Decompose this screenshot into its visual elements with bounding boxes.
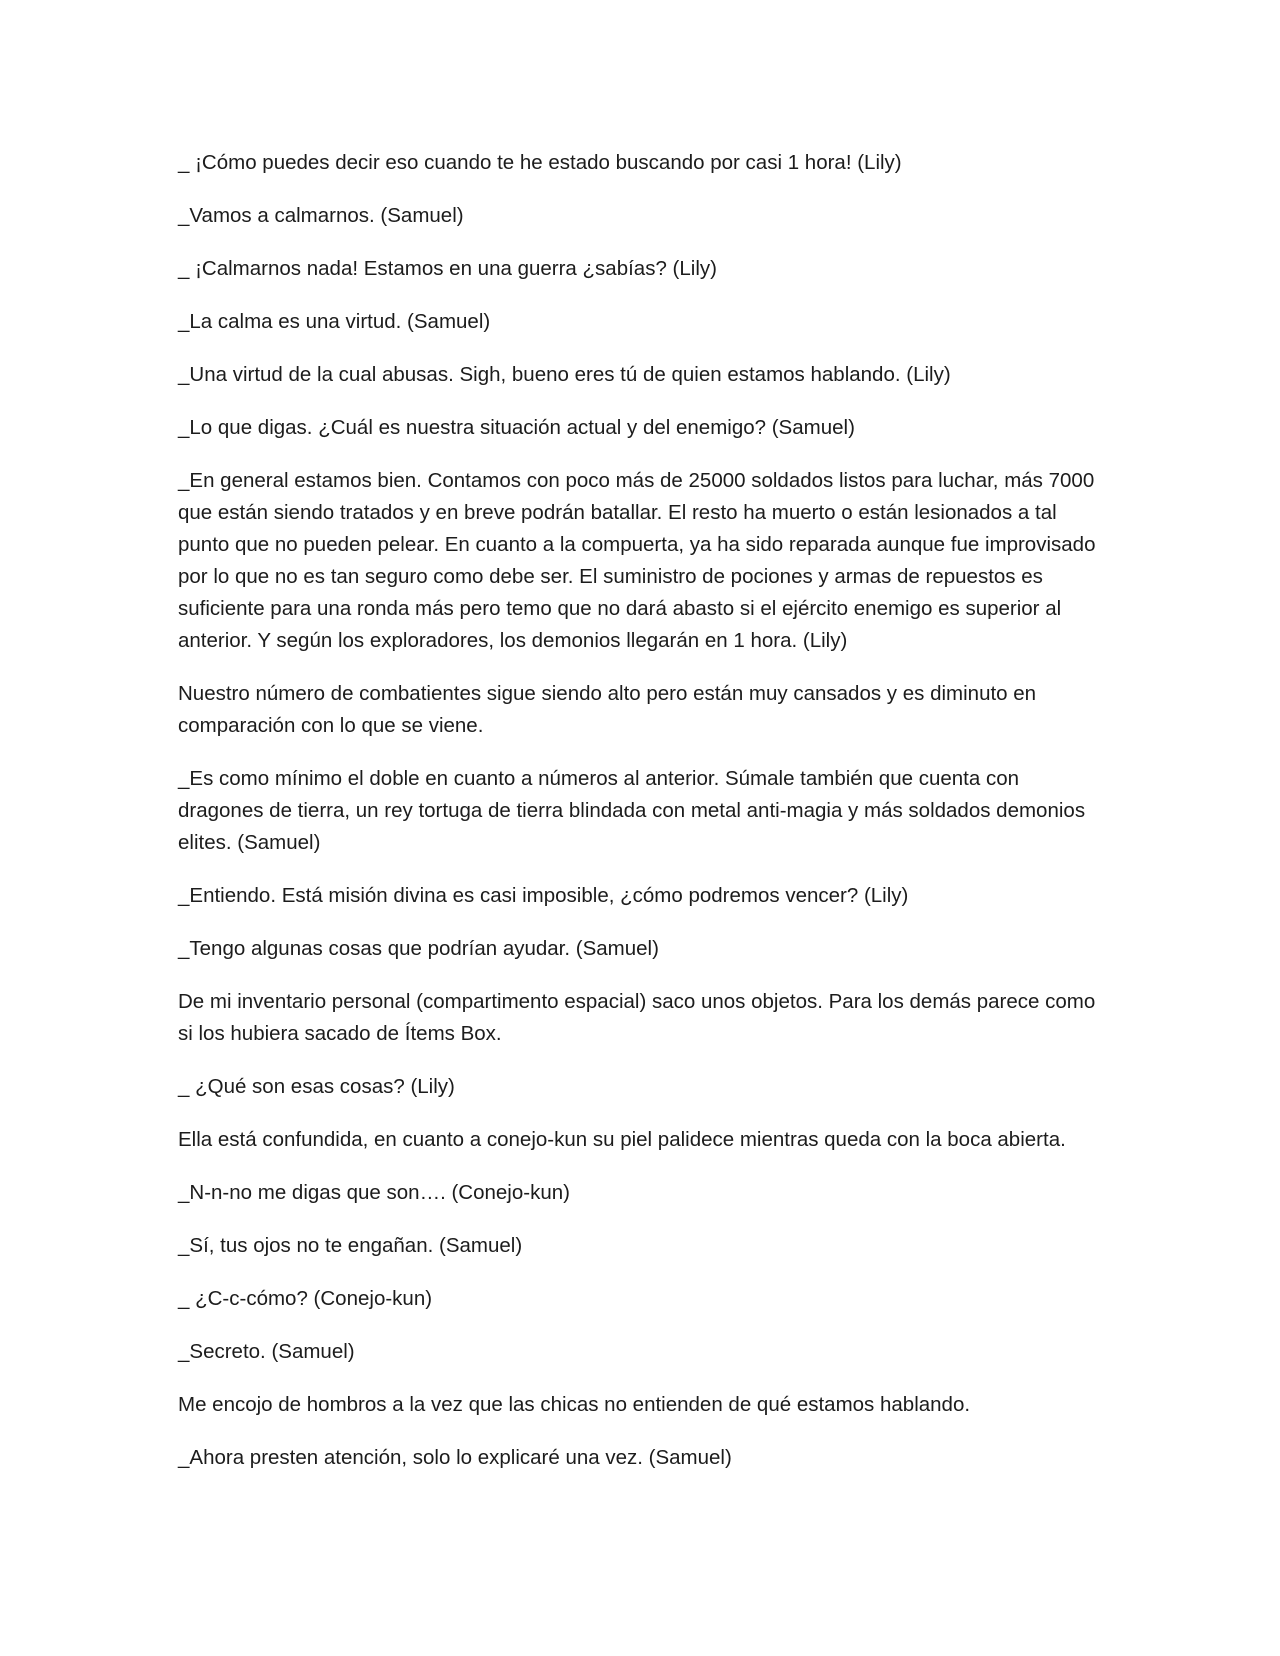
document-body	[178, 147, 1098, 1495]
paragraph: _Entiendo. Está misión divina es casi imposible, ¿cómo podremos vencer? (Lily)	[178, 884, 909, 907]
paragraph: _ ¡Calmarnos nada! Estamos en una guerra ¿sabías? (Lily)	[178, 257, 717, 280]
paragraph: _ ¡Cómo puedes decir eso cuando te he estado buscando por casi 1 hora! (Lily)	[178, 151, 902, 174]
paragraph: _En general estamos bien. Contamos con poco más de 25000 soldados listos para luchar, más 7000 que están siendo tratados y en breve podrán batallar. El resto ha muerto o están lesionados a tal punto que no pueden pelear. En cuanto a la compuerta, ya ha sido reparada aunque fue improvisado por lo que no es tan seguro como debe ser. El suministro de pociones y armas de repuestos es suficiente para una ronda más pero temo que no dará abasto si el ejército enemigo es superior al anterior. Y según los exploradores, los demonios llegarán en 1 hora. (Lily)	[178, 469, 1096, 652]
paragraph: _ ¿C-c-cómo? (Conejo-kun)	[178, 1287, 433, 1310]
paragraph: _La calma es una virtud. (Samuel)	[178, 310, 491, 333]
paragraph: _N-n-no me digas que son…. (Conejo-kun)	[178, 1181, 570, 1204]
paragraph: _Lo que digas. ¿Cuál es nuestra situación actual y del enemigo? (Samuel)	[178, 416, 855, 439]
paragraph: _Tengo algunas cosas que podrían ayudar. (Samuel)	[178, 937, 659, 960]
paragraph: _Secreto. (Samuel)	[178, 1340, 355, 1363]
paragraph: _Es como mínimo el doble en cuanto a números al anterior. Súmale también que cuenta con dragones de tierra, un rey tortuga de tierra blindada con metal anti-magia y más soldados demonios elites. (Samuel)	[178, 767, 1086, 854]
paragraph: Me encojo de hombros a la vez que las chicas no entienden de qué estamos hablando.	[178, 1393, 971, 1416]
paragraph: _Vamos a calmarnos. (Samuel)	[178, 204, 464, 227]
paragraph: De mi inventario personal (compartimento espacial) saco unos objetos. Para los demás parece como si los hubiera sacado de Ítems Box.	[178, 990, 1096, 1045]
paragraph: _Ahora presten atención, solo lo explicaré una vez. (Samuel)	[178, 1446, 732, 1469]
paragraph: Nuestro número de combatientes sigue siendo alto pero están muy cansados y es diminuto en comparación con lo que se viene.	[178, 682, 1037, 737]
paragraph: _ ¿Qué son esas cosas? (Lily)	[178, 1075, 455, 1098]
paragraph: _Una virtud de la cual abusas. Sigh, bueno eres tú de quien estamos hablando. (Lily)	[178, 363, 951, 386]
paragraph: Ella está confundida, en cuanto a conejo-kun su piel palidece mientras queda con la boca abierta.	[178, 1128, 1066, 1151]
paragraph: _Sí, tus ojos no te engañan. (Samuel)	[178, 1234, 523, 1257]
